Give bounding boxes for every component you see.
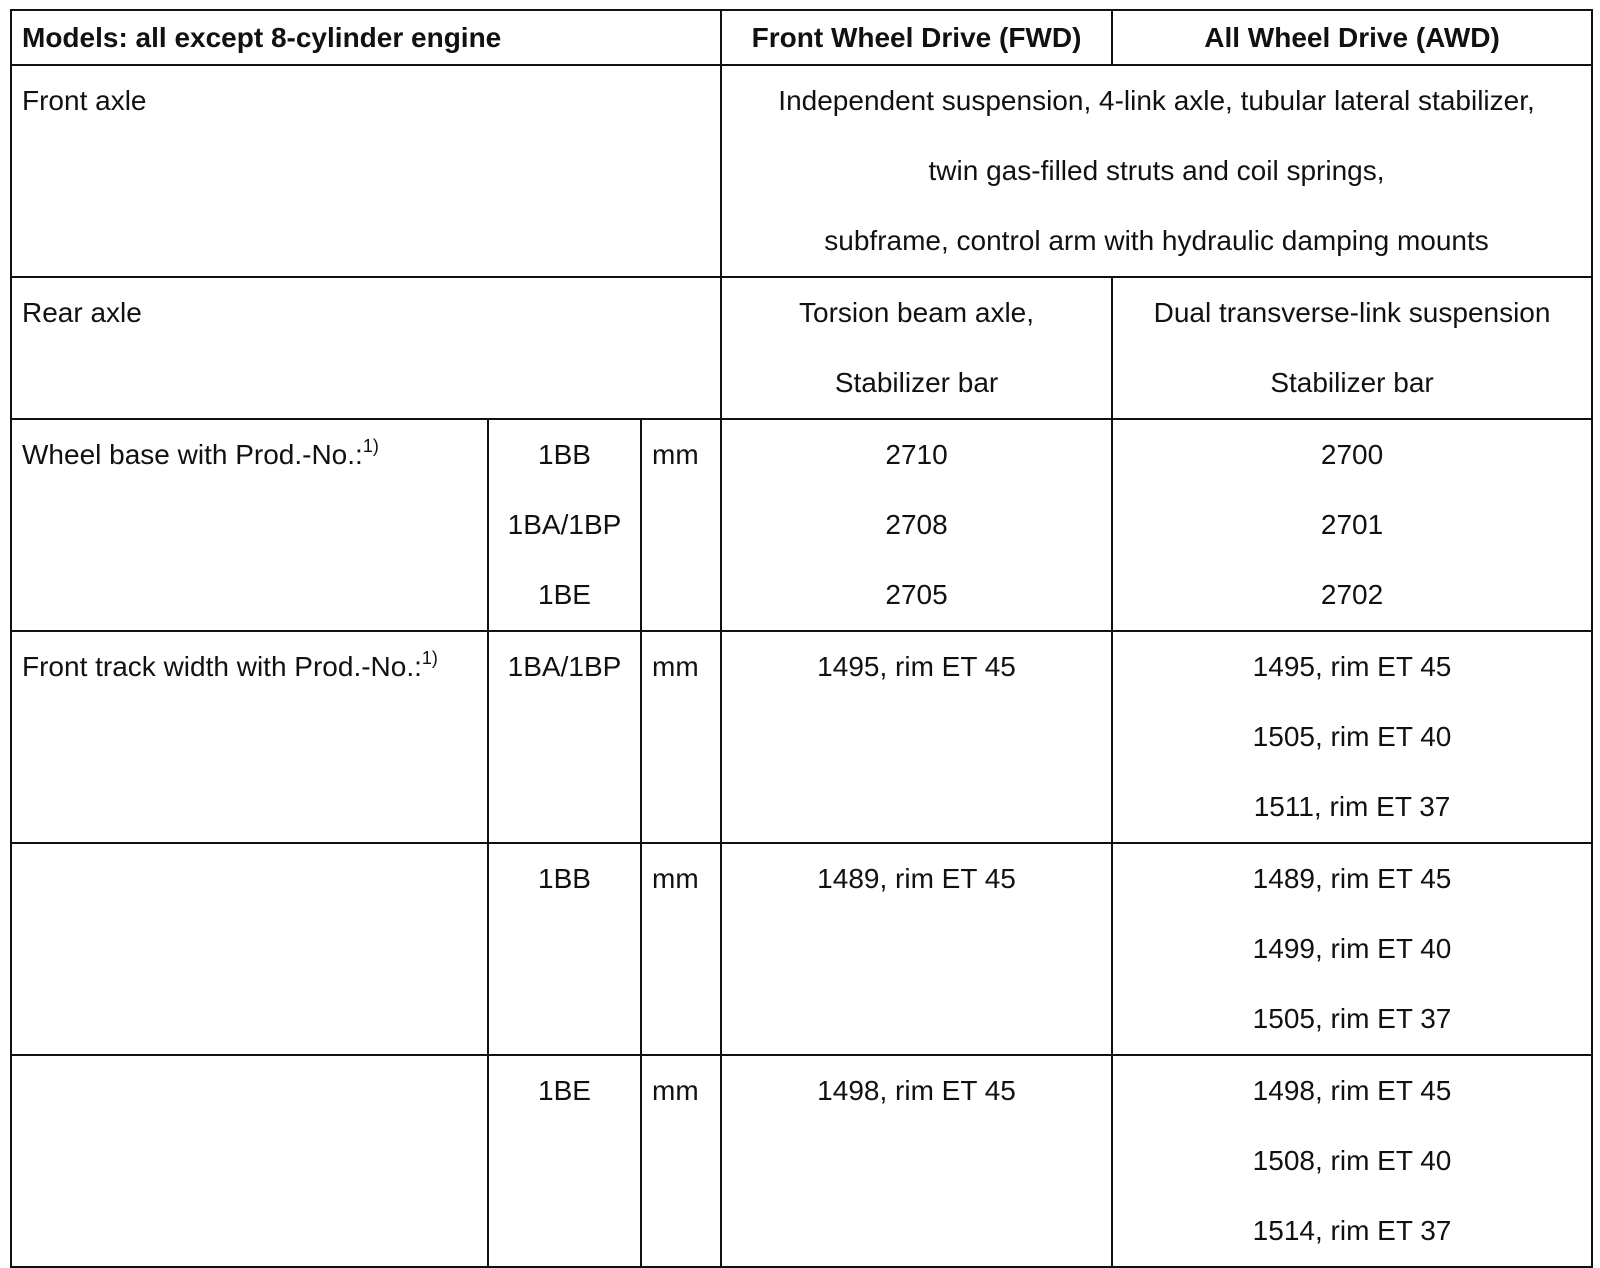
rear-axle-fwd-line: Stabilizer bar: [834, 367, 999, 398]
track-width-row: [11, 843, 1592, 1055]
track-width-fwd: 1498, rim ET 45: [721, 1055, 1112, 1267]
wheel-base-row: [11, 419, 1592, 631]
value: 2710: [885, 439, 948, 470]
track-width-awd: [1112, 631, 1592, 843]
unit-cell: mm: [641, 1055, 721, 1267]
rear-axle-fwd: [721, 277, 1112, 419]
rear-axle-awd-line: Dual transverse-link suspension: [1153, 297, 1551, 328]
prod-code: 1BE: [538, 579, 591, 610]
value: 1495, rim ET 45: [1252, 651, 1452, 682]
track-width-fwd: 1495, rim ET 45: [721, 631, 1112, 843]
value: 2702: [1320, 579, 1384, 610]
rear-axle-awd-line: Stabilizer bar: [1270, 367, 1434, 398]
front-axle-line: subframe, control arm with hydraulic damping mounts: [824, 225, 1489, 256]
unit-cell: mm: [641, 843, 721, 1055]
wheel-base-codes: [488, 419, 641, 631]
rear-axle-awd: [1112, 277, 1592, 419]
track-width-fwd: 1489, rim ET 45: [721, 843, 1112, 1055]
value: 1508, rim ET 40: [1252, 1145, 1452, 1176]
wheel-base-label: [11, 419, 488, 631]
track-width-row: [11, 631, 1592, 843]
header-awd: All Wheel Drive (AWD): [1112, 10, 1592, 65]
value: 1505, rim ET 40: [1252, 721, 1452, 752]
header-row: [11, 10, 1592, 65]
value: 1505, rim ET 37: [1252, 1003, 1452, 1034]
track-width-label-text: Front track width with Prod.-No.:: [22, 651, 422, 682]
prod-code: 1BE: [488, 1055, 641, 1267]
empty-label-cell: [11, 1055, 488, 1267]
front-axle-description: [721, 65, 1592, 277]
prod-code: 1BA/1BP: [488, 631, 641, 843]
header-models: Models: all except 8-cylinder engine: [11, 10, 721, 65]
front-axle-line: Independent suspension, 4-link axle, tubular lateral stabilizer,: [778, 85, 1535, 116]
footnote-marker: 1): [362, 435, 379, 456]
spec-table: [10, 9, 1593, 1268]
track-width-awd: [1112, 843, 1592, 1055]
value: 2705: [885, 579, 948, 610]
prod-code: 1BB: [488, 843, 641, 1055]
unit-cell: mm: [641, 631, 721, 843]
rear-axle-fwd-line: Torsion beam axle,: [799, 297, 1035, 328]
track-width-row: [11, 1055, 1592, 1267]
empty-label-cell: [11, 843, 488, 1055]
prod-code: 1BA/1BP: [507, 509, 622, 540]
wheel-base-fwd: [721, 419, 1112, 631]
wheel-base-label-text: Wheel base with Prod.-No.:: [22, 439, 363, 470]
rear-axle-row: [11, 277, 1592, 419]
wheel-base-awd: [1112, 419, 1592, 631]
value: 1514, rim ET 37: [1252, 1215, 1452, 1246]
value: 1498, rim ET 45: [1252, 1075, 1452, 1106]
footnote-marker: 1): [421, 647, 438, 668]
front-axle-row: [11, 65, 1592, 277]
track-width-awd: [1112, 1055, 1592, 1267]
unit-cell: mm: [641, 419, 721, 631]
value: 2700: [1320, 439, 1384, 470]
track-width-label: [11, 631, 488, 843]
value: 2708: [885, 509, 948, 540]
front-axle-line: twin gas-filled struts and coil springs,: [928, 155, 1385, 186]
value: 2701: [1320, 509, 1384, 540]
value: 1511, rim ET 37: [1253, 791, 1451, 822]
rear-axle-label: Rear axle: [11, 277, 721, 419]
prod-code: 1BB: [538, 439, 591, 470]
header-fwd: Front Wheel Drive (FWD): [721, 10, 1112, 65]
value: 1499, rim ET 40: [1252, 933, 1452, 964]
value: 1489, rim ET 45: [1252, 863, 1452, 894]
front-axle-label: Front axle: [11, 65, 721, 277]
